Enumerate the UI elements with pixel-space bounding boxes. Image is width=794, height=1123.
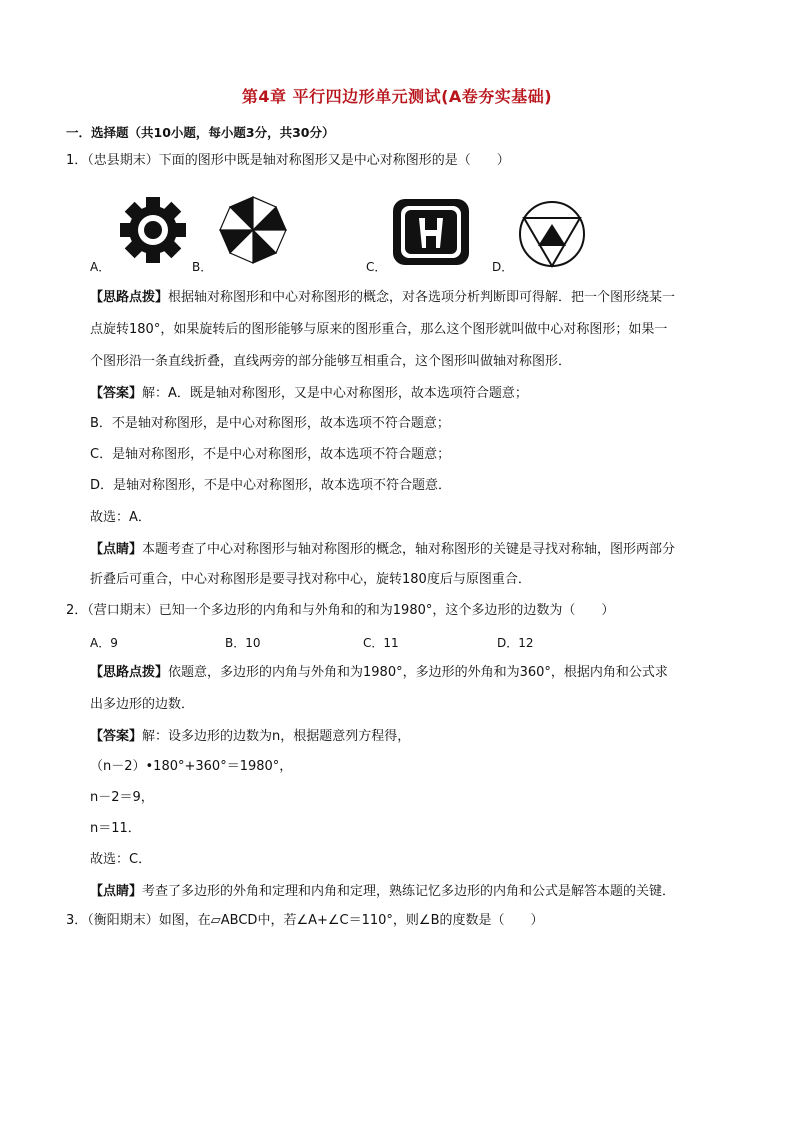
q2-option-c[interactable]: C．11	[363, 636, 399, 650]
q1-option-c[interactable]: C．	[366, 260, 387, 274]
q1-answer-line-3: C．是轴对称图形，不是中心对称图形，故本选项不符合题意；	[90, 447, 451, 462]
q2-answer-line-3: n－2＝9，	[90, 790, 154, 805]
q2-hint-line-2: 出多边形的边数．	[90, 697, 195, 712]
pinwheel-icon	[218, 195, 288, 265]
q1-comment-line-2: 折叠后可重合，中心对称图形是要寻找对称中心，旋转180度后与原图重合．	[90, 572, 531, 587]
q1-comment-line-1	[90, 541, 675, 559]
hint-tag: 【思路点拨】	[90, 665, 169, 680]
q1-hint-line-2: 点旋转180°，如果旋转后的图形能够与原来的图形重合，那么这个图形就叫做中心对称图形；如果一	[90, 322, 668, 337]
q1-answer-line-4: D．是轴对称图形，不是中心对称图形，故本选项不符合题意．	[90, 478, 452, 493]
q1-stem: 1．（忠县期末）下面的图形中既是轴对称图形又是中心对称图形的是（ ）	[66, 153, 510, 168]
section-heading: 一．选择题（共10小题，每小题3分，共30分）	[66, 125, 335, 140]
answer-tag: 【答案】	[90, 729, 143, 744]
q1-option-a[interactable]: A．	[90, 260, 111, 274]
q2-option-d[interactable]: D．12	[497, 636, 534, 650]
q1-answer-line-1	[90, 385, 528, 403]
answer-text: 解：A．既是轴对称图形，又是中心对称图形，故本选项符合题意；	[142, 386, 528, 401]
hint-text: 根据轴对称图形和中心对称图形的概念，对各选项分析判断即可得解．把一个图形绕某一	[168, 290, 676, 305]
q2-option-a[interactable]: A．9	[90, 636, 118, 650]
q3-stem: 3．（衡阳期末）如图，在▱ABCD中，若∠A+∠C＝110°，则∠B的度数是（ ）	[66, 913, 544, 928]
q2-option-b[interactable]: B．10	[225, 636, 261, 650]
q1-answer-line-5: 故选：A．	[90, 510, 151, 525]
comment-tag: 【点睛】	[90, 884, 143, 899]
q2-answer-line-5: 故选：C．	[90, 852, 152, 867]
q1-hint-line-1	[90, 289, 675, 307]
page-title: 第4章 平行四边形单元测试(A卷夯实基础)	[241, 87, 553, 106]
answer-text: 解：设多边形的边数为n，根据题意列方程得，	[142, 729, 411, 744]
q2-answer-line-4: n＝11．	[90, 821, 141, 836]
q1-answer-line-2: B．不是轴对称图形，是中心对称图形，故本选项不符合题意；	[90, 416, 450, 431]
q1-option-b[interactable]: B．	[192, 260, 213, 274]
hint-tag: 【思路点拨】	[90, 290, 169, 305]
answer-tag: 【答案】	[90, 386, 143, 401]
comment-text: 考查了多边形的外角和定理和内角和定理，熟练记忆多边形的内角和公式是解答本题的关键．	[142, 884, 676, 899]
triangle-in-circle-icon	[518, 200, 586, 268]
hint-text: 依题意，多边形的内角与外角和为1980°，多边形的外角和为360°，根据内角和公式求	[168, 665, 668, 680]
q2-answer-line-2: （n－2）•180°+360°＝1980°，	[90, 759, 293, 774]
q2-hint-line-1	[90, 664, 668, 682]
gear-icon	[118, 195, 188, 265]
comment-tag: 【点睛】	[90, 542, 143, 557]
q2-comment-line-1	[90, 883, 675, 901]
comment-text: 本题考查了中心对称图形与轴对称图形的概念，轴对称图形的关键是寻找对称轴，图形两部分	[142, 542, 676, 557]
q2-answer-line-1	[90, 728, 410, 746]
q2-stem: 2．（营口期末）已知一个多边形的内角和与外角和的和为1980°，这个多边形的边数为（ ）	[66, 603, 615, 618]
q1-option-d[interactable]: D．	[492, 260, 514, 274]
honda-logo-icon	[392, 198, 470, 266]
q1-hint-line-3: 个图形沿一条直线折叠，直线两旁的部分能够互相重合，这个图形叫做轴对称图形．	[90, 354, 572, 369]
